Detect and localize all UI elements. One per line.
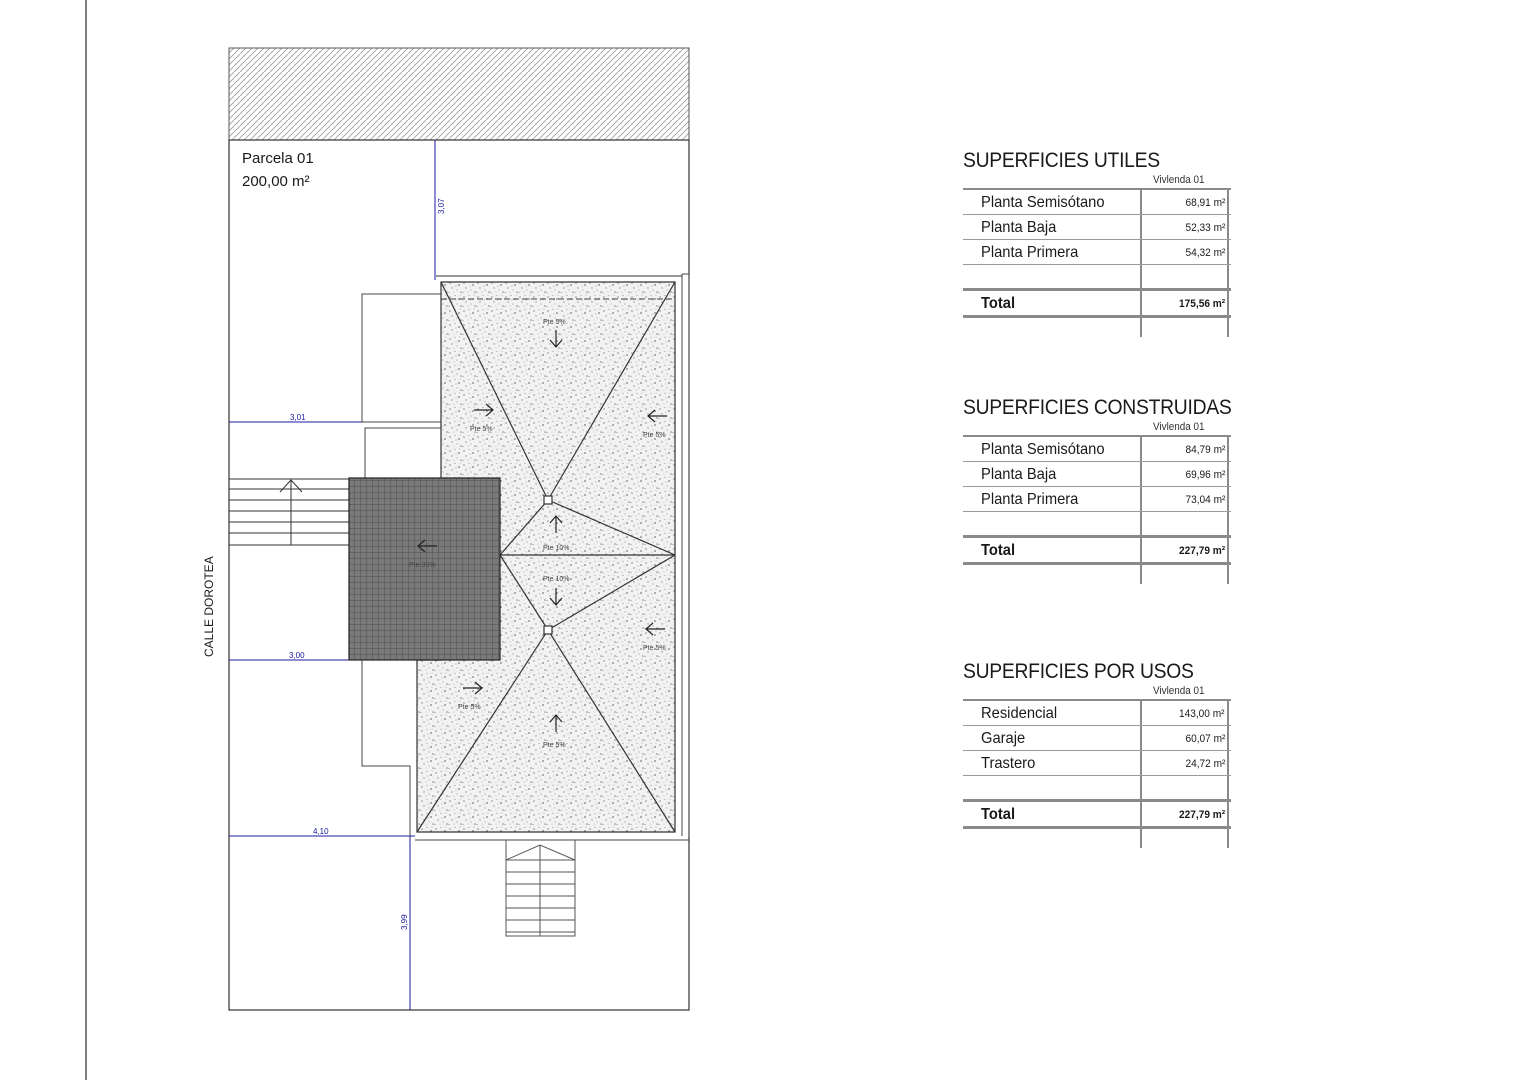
slope-label-right-upper: Pte 5% bbox=[643, 432, 666, 439]
parcel-label: Parcela 01 bbox=[242, 150, 314, 167]
total-value: 227,79 m² bbox=[1178, 809, 1225, 821]
row-value: 60,07 m² bbox=[1185, 733, 1225, 745]
rear-stairs bbox=[506, 840, 575, 936]
row-value: 69,96 m² bbox=[1185, 469, 1225, 481]
table-row-blank bbox=[963, 776, 1231, 802]
slope-label-left-lower: Pte 5% bbox=[458, 704, 481, 711]
row-value: 68,91 m² bbox=[1185, 197, 1225, 209]
total-label: Total bbox=[981, 542, 1016, 559]
table-row bbox=[963, 726, 1231, 751]
table-title: SUPERFICIES POR USOS bbox=[963, 660, 1194, 683]
table-total-row bbox=[963, 291, 1231, 318]
dimension-rear-setback: 3,99 bbox=[400, 914, 409, 930]
entrance-stairs bbox=[229, 479, 350, 545]
row-label: Planta Primera bbox=[981, 491, 1079, 508]
dimension-front-lower: 3,00 bbox=[289, 651, 305, 660]
slope-label-tile-roof: Pte 35% bbox=[409, 562, 436, 569]
table-title: SUPERFICIES CONSTRUIDAS bbox=[963, 396, 1232, 419]
slope-label-top: Pte 5% bbox=[543, 319, 566, 326]
superficies-utiles-table bbox=[963, 148, 1231, 337]
total-label: Total bbox=[981, 295, 1016, 312]
row-value: 54,32 m² bbox=[1185, 247, 1225, 259]
table-row bbox=[963, 240, 1231, 265]
total-value: 227,79 m² bbox=[1178, 545, 1225, 557]
row-value: 24,72 m² bbox=[1185, 758, 1225, 770]
row-label: Garaje bbox=[981, 730, 1026, 747]
slope-label-center-upper: Pte 10% bbox=[543, 545, 570, 552]
terrace-outline-mid bbox=[365, 428, 441, 478]
dimension-front-bottom: 4,10 bbox=[313, 827, 329, 836]
table-row bbox=[963, 751, 1231, 776]
table-row-blank bbox=[963, 265, 1231, 291]
row-label: Planta Baja bbox=[981, 466, 1057, 483]
total-label: Total bbox=[981, 806, 1016, 823]
superficies-por-usos-table bbox=[963, 659, 1231, 848]
row-value: 52,33 m² bbox=[1185, 222, 1225, 234]
slope-label-center-lower: Pte 10% bbox=[543, 576, 570, 583]
table-row-blank bbox=[963, 512, 1231, 538]
terrace-outline-lower bbox=[362, 660, 410, 836]
tiled-roof bbox=[349, 478, 500, 660]
column-header: Vivlenda 01 bbox=[1153, 421, 1205, 433]
table-title: SUPERFICIES UTILES bbox=[963, 149, 1160, 172]
column-header: Vivlenda 01 bbox=[1153, 174, 1205, 186]
slope-label-bottom: Pte 5% bbox=[543, 742, 566, 749]
table-row bbox=[963, 701, 1231, 726]
table-total-row bbox=[963, 538, 1231, 565]
slope-label-left-upper: Pte 5% bbox=[470, 426, 493, 433]
row-label: Planta Semisótano bbox=[981, 441, 1105, 458]
table-row bbox=[963, 215, 1231, 240]
table-total-row bbox=[963, 802, 1231, 829]
terrace-outline-upper bbox=[362, 294, 441, 422]
parcel-area: 200,00 m² bbox=[242, 173, 310, 190]
street-label: CALLE DOROTEA bbox=[202, 556, 216, 657]
neighbour-plot-hatch bbox=[229, 48, 689, 140]
slope-label-right-lower: Pte 5% bbox=[643, 645, 666, 652]
superficies-construidas-table bbox=[963, 395, 1231, 584]
table-row bbox=[963, 437, 1231, 462]
row-label: Residencial bbox=[981, 705, 1058, 722]
row-label: Planta Baja bbox=[981, 219, 1057, 236]
dimension-top-setback: 3,07 bbox=[437, 198, 446, 214]
row-value: 73,04 m² bbox=[1185, 494, 1225, 506]
table-row bbox=[963, 462, 1231, 487]
total-value: 175,56 m² bbox=[1178, 298, 1225, 310]
row-value: 143,00 m² bbox=[1179, 708, 1225, 720]
dimension-front-upper: 3,01 bbox=[290, 413, 306, 422]
table-row bbox=[963, 487, 1231, 512]
row-value: 84,79 m² bbox=[1185, 444, 1225, 456]
row-label: Planta Semisótano bbox=[981, 194, 1105, 211]
row-label: Planta Primera bbox=[981, 244, 1079, 261]
table-row bbox=[963, 190, 1231, 215]
column-header: Vivlenda 01 bbox=[1153, 685, 1205, 697]
row-label: Trastero bbox=[981, 755, 1036, 772]
